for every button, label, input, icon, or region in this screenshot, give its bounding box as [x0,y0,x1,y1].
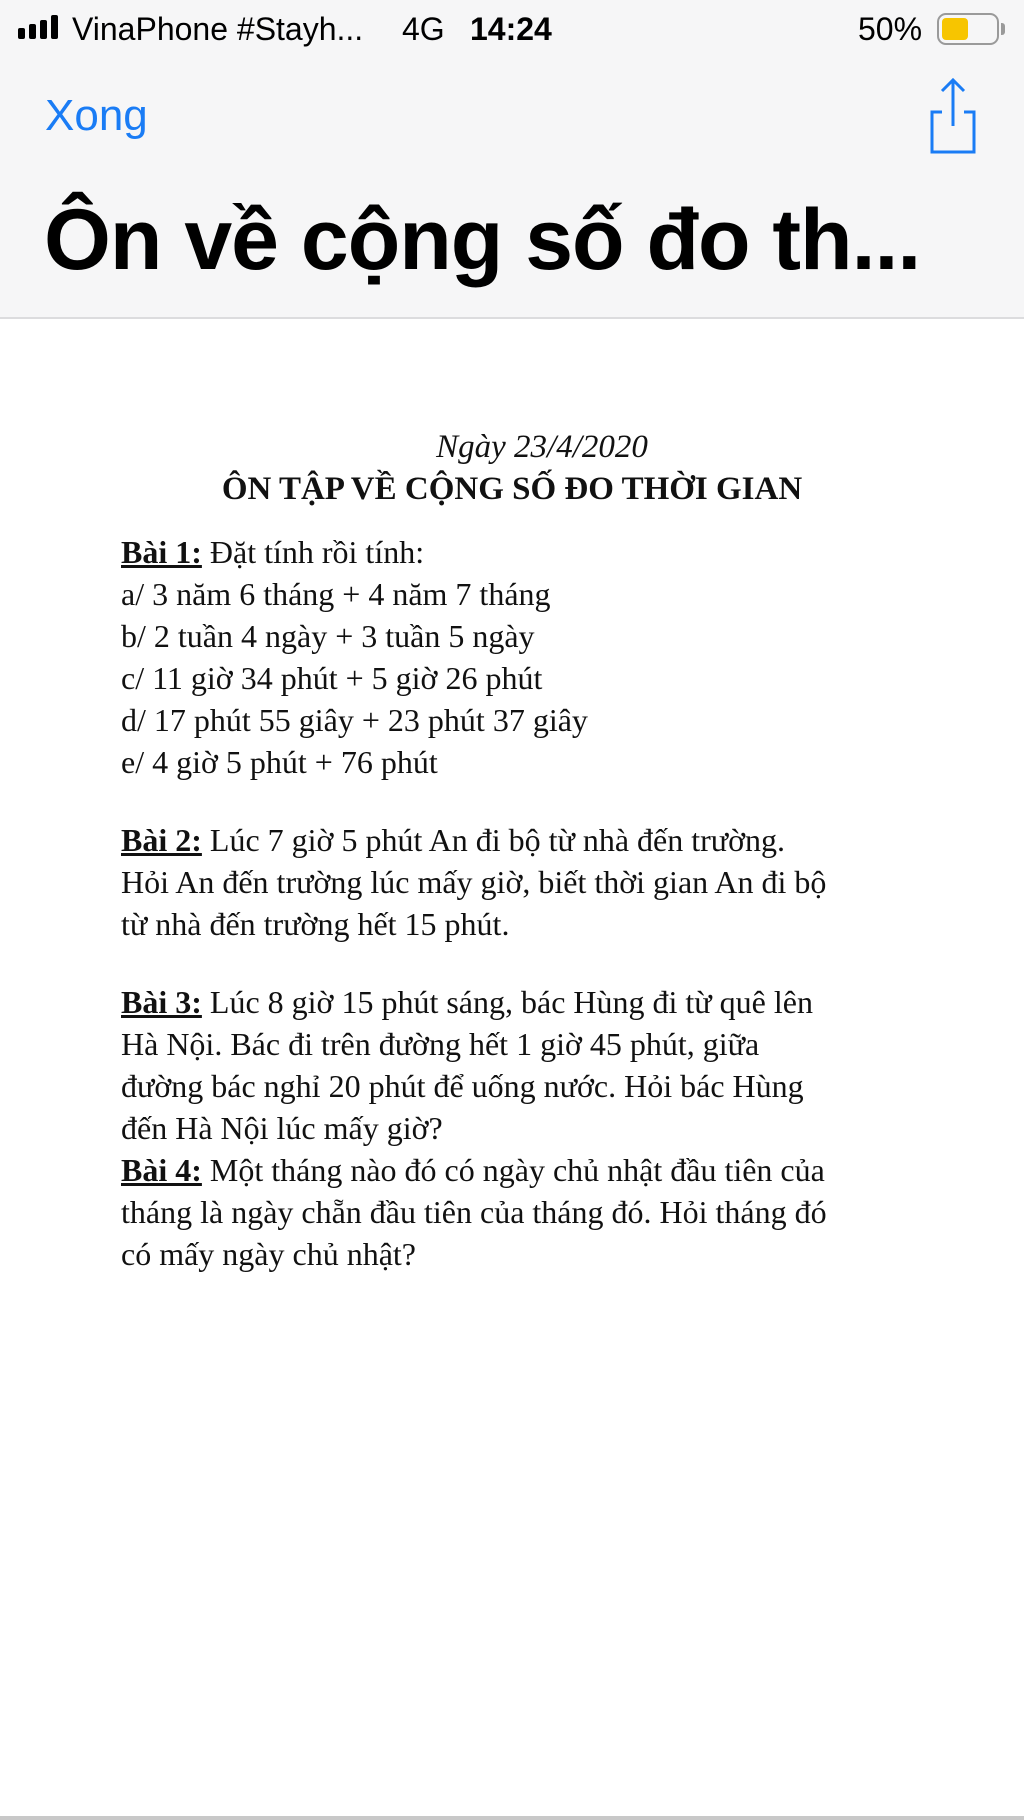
exercise-3-line: đường bác nghỉ 20 phút để uống nước. Hỏi bác Hùng [121,1068,804,1104]
share-button[interactable] [920,74,986,156]
signal-bar [51,15,58,39]
share-icon [920,74,986,156]
exercise-4-text: Một tháng nào đó có ngày chủ nhật đầu tiên của [201,1152,825,1188]
exercise-1-instruction: Đặt tính rồi tính: [201,534,425,570]
battery-icon [937,13,1005,45]
status-time: 14:24 [470,11,552,47]
exercise-1-item: b/ 2 tuần 4 ngày + 3 tuần 5 ngày [121,618,535,654]
exercise-1-label: Bài 1: [121,534,202,570]
exercise-2-text: Lúc 7 giờ 5 phút An đi bộ từ nhà đến trường. [201,822,786,858]
document-viewer[interactable] [0,319,1024,1820]
exercise-3-text: Lúc 8 giờ 15 phút sáng, bác Hùng đi từ quê lên [201,984,813,1020]
battery-percentage: 50% [858,11,923,47]
exercise-3-line: đến Hà Nội lúc mấy giờ? [121,1110,443,1146]
exercise-3-label: Bài 3: [121,984,202,1020]
exercise-1-item: d/ 17 phút 55 giây + 23 phút 37 giây [121,702,588,738]
signal-bar [40,20,47,39]
exercise-1-intro [121,531,424,573]
battery-level-fill [942,18,968,40]
exercise-1-item: c/ 11 giờ 34 phút + 5 giờ 26 phút [121,660,543,696]
exercise-3-line [121,981,813,1023]
exercise-4-line: tháng là ngày chẵn đầu tiên của tháng đó. Hỏi tháng đó [121,1194,827,1230]
page-title: Ôn về cộng số đo th... [44,192,921,288]
signal-strength-icon [18,15,64,39]
bottom-divider [0,1816,1024,1820]
network-type: 4G [402,11,445,47]
navigation-header [0,60,1024,319]
exercise-1-item: a/ 3 năm 6 tháng + 4 năm 7 tháng [121,576,551,612]
exercise-4-line [121,1149,825,1191]
status-bar [0,0,1024,60]
document-date: Ngày 23/4/2020 [436,429,648,465]
exercise-1-item: e/ 4 giờ 5 phút + 76 phút [121,744,438,780]
exercise-4-label: Bài 4: [121,1152,202,1188]
exercise-2-line [121,819,785,861]
exercise-2-line: Hỏi An đến trường lúc mấy giờ, biết thời gian An đi bộ [121,864,827,900]
carrier-name: VinaPhone #Stayh... [72,11,364,47]
signal-bar [29,24,36,39]
exercise-2-label: Bài 2: [121,822,202,858]
signal-bar [18,28,25,39]
exercise-2-line: từ nhà đến trường hết 15 phút. [121,906,510,942]
battery-terminal [1001,23,1005,35]
document-heading: ÔN TẬP VỀ CỘNG SỐ ĐO THỜI GIAN [221,471,803,507]
exercise-3-line: Hà Nội. Bác đi trên đường hết 1 giờ 45 phút, giữa [121,1026,760,1062]
done-button[interactable]: Xong [45,88,148,144]
exercise-4-line: có mấy ngày chủ nhật? [121,1236,416,1272]
